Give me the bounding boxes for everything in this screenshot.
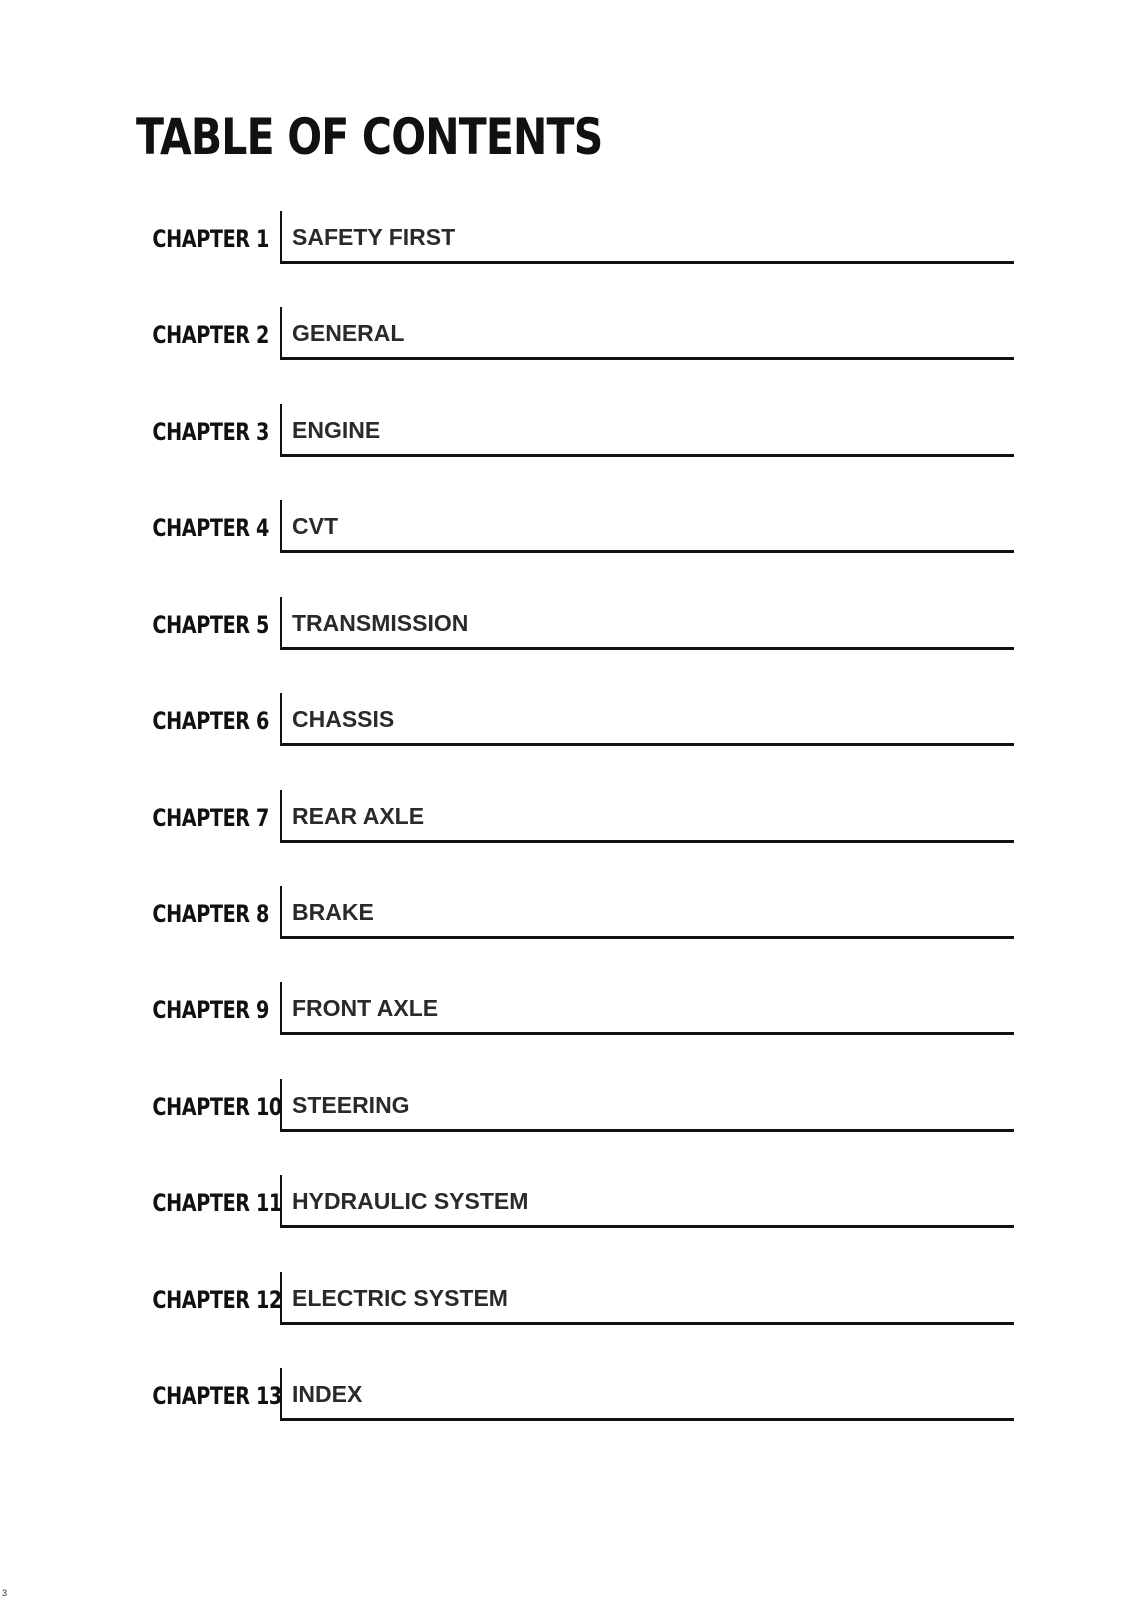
chapter-title-box (280, 982, 1014, 1035)
chapter-title-box (280, 404, 1014, 457)
toc-entry[interactable] (0, 693, 1124, 749)
chapter-title[interactable]: FRONT AXLE (292, 995, 439, 1021)
chapter-title[interactable]: INDEX (292, 1381, 363, 1407)
chapter-title-box (280, 1175, 1014, 1228)
chapter-number: CHAPTER 5 (152, 611, 269, 639)
chapter-title[interactable]: STEERING (292, 1092, 410, 1118)
chapter-title-box (280, 500, 1014, 553)
toc-entry[interactable] (0, 1272, 1124, 1328)
chapter-title-box (280, 790, 1014, 843)
chapter-title[interactable]: ENGINE (292, 417, 381, 443)
chapter-number: CHAPTER 9 (152, 996, 269, 1024)
toc-entry[interactable] (0, 886, 1124, 942)
chapter-number: CHAPTER 1 (152, 225, 269, 253)
chapter-number: CHAPTER 10 (152, 1093, 282, 1121)
chapter-title-box (280, 1272, 1014, 1325)
chapter-number: CHAPTER 12 (152, 1286, 282, 1314)
toc-entry[interactable] (0, 307, 1124, 363)
toc-entry[interactable] (0, 1368, 1124, 1424)
chapter-title[interactable]: CVT (292, 513, 338, 539)
chapter-title[interactable]: TRANSMISSION (292, 610, 469, 636)
chapter-number: CHAPTER 11 (152, 1189, 282, 1217)
toc-entry[interactable] (0, 404, 1124, 460)
chapter-title[interactable]: REAR AXLE (292, 803, 425, 829)
chapter-title[interactable]: SAFETY FIRST (292, 224, 456, 250)
toc-entry[interactable] (0, 211, 1124, 267)
toc-entry[interactable] (0, 982, 1124, 1038)
chapter-number: CHAPTER 3 (152, 418, 269, 446)
chapter-title[interactable]: GENERAL (292, 320, 405, 346)
chapter-title[interactable]: ELECTRIC SYSTEM (292, 1285, 508, 1311)
chapter-title-box (280, 693, 1014, 746)
chapter-title-box (280, 1079, 1014, 1132)
toc-entry[interactable] (0, 500, 1124, 556)
chapter-number: CHAPTER 6 (152, 707, 269, 735)
chapter-title-box (280, 1368, 1014, 1421)
toc-entry[interactable] (0, 790, 1124, 846)
page-number: 3 (2, 1588, 8, 1598)
chapter-number: CHAPTER 7 (152, 804, 269, 832)
chapter-title-box (280, 886, 1014, 939)
toc-entry[interactable] (0, 597, 1124, 653)
toc-entry[interactable] (0, 1175, 1124, 1231)
chapter-title[interactable]: BRAKE (292, 899, 374, 925)
chapter-number: CHAPTER 2 (152, 321, 269, 349)
chapter-number: CHAPTER 4 (152, 514, 269, 542)
chapter-title-box (280, 597, 1014, 650)
toc-entry[interactable] (0, 1079, 1124, 1135)
chapter-title-box (280, 307, 1014, 360)
chapter-title[interactable]: CHASSIS (292, 706, 395, 732)
page-title: TABLE OF CONTENTS (136, 108, 603, 166)
chapter-number: CHAPTER 13 (152, 1382, 282, 1410)
chapter-title-box (280, 211, 1014, 264)
chapter-number: CHAPTER 8 (152, 900, 269, 928)
chapter-title[interactable]: HYDRAULIC SYSTEM (292, 1188, 529, 1214)
